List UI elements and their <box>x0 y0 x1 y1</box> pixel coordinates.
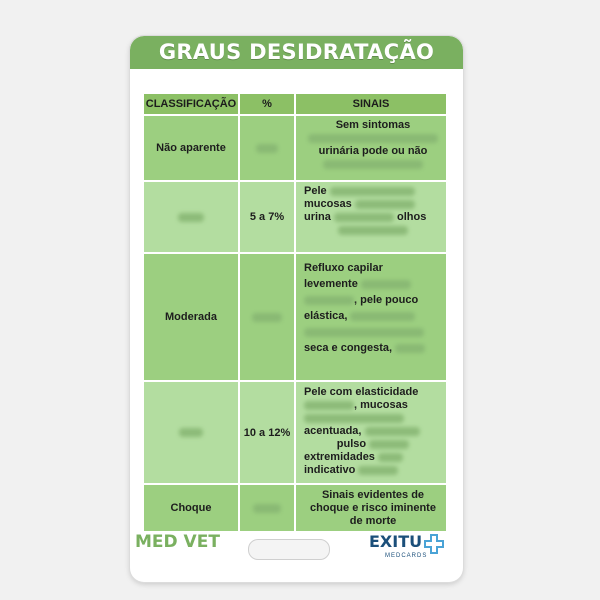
signs-line <box>304 158 442 171</box>
percent-cell: 5 a 7% <box>239 181 295 253</box>
signs-line <box>304 324 442 340</box>
classification-cell: Moderada <box>143 253 239 381</box>
signs-line: levemente <box>304 276 442 292</box>
medical-cross-icon <box>422 532 448 556</box>
signs-cell <box>295 181 447 253</box>
signs-line: urinária pode ou não <box>318 145 428 158</box>
table-row <box>143 484 447 532</box>
signs-line: de morte <box>349 514 397 527</box>
exitu-logo-subtitle: MEDCARDS <box>385 553 428 559</box>
signs-line: indicativo <box>304 464 442 477</box>
signs-line: choque e risco iminente <box>310 501 436 514</box>
percent-cell: 10 a 12% <box>239 381 295 484</box>
table-row <box>143 115 447 181</box>
column-header-classification: CLASSIFICAÇÃO <box>143 93 239 115</box>
signs-line: , pele pouco <box>304 292 442 308</box>
signs-line: urina olhos <box>304 211 427 223</box>
signs-line: pulso <box>304 438 442 451</box>
med-card <box>130 36 463 582</box>
signs-cell <box>295 253 447 381</box>
column-header-signs: SINAIS <box>295 93 447 115</box>
table-row <box>143 181 447 253</box>
signs-cell <box>295 484 447 532</box>
classification-cell: Não aparente <box>143 115 239 181</box>
table-header-row <box>143 93 447 115</box>
signs-line <box>304 132 442 145</box>
signs-line: seca e congesta, <box>304 340 442 356</box>
signs-cell <box>295 381 447 484</box>
signs-line: , mucosas <box>304 399 442 412</box>
column-header-percent: % <box>239 93 295 115</box>
dehydration-table <box>142 92 448 533</box>
lanyard-slot <box>248 539 330 560</box>
classification-cell <box>143 381 239 484</box>
classification-cell: Choque <box>143 484 239 532</box>
card-title: GRAUS DESIDRATAÇÃO <box>158 40 435 64</box>
signs-line <box>304 224 442 237</box>
signs-line: Pele com elasticidade <box>304 386 419 399</box>
signs-cell <box>295 115 447 181</box>
signs-line: Sem sintomas <box>335 119 411 132</box>
classification-cell <box>143 181 239 253</box>
signs-line <box>304 412 442 425</box>
percent-cell <box>239 253 295 381</box>
percent-cell <box>239 115 295 181</box>
signs-line: extremidades <box>304 451 442 464</box>
signs-line: mucosas <box>304 198 442 211</box>
signs-line: acentuada, <box>304 425 442 438</box>
signs-line: elástica, <box>304 308 442 324</box>
percent-cell <box>239 484 295 532</box>
signs-line: Sinais evidentes de <box>321 488 425 501</box>
signs-line: Pele <box>304 185 442 198</box>
med-vet-brand: MED VET <box>135 532 220 552</box>
table-row <box>143 381 447 484</box>
table-row <box>143 253 447 381</box>
exitu-logo-text: EXITU <box>369 532 423 551</box>
signs-line: Refluxo capilar <box>304 262 383 275</box>
